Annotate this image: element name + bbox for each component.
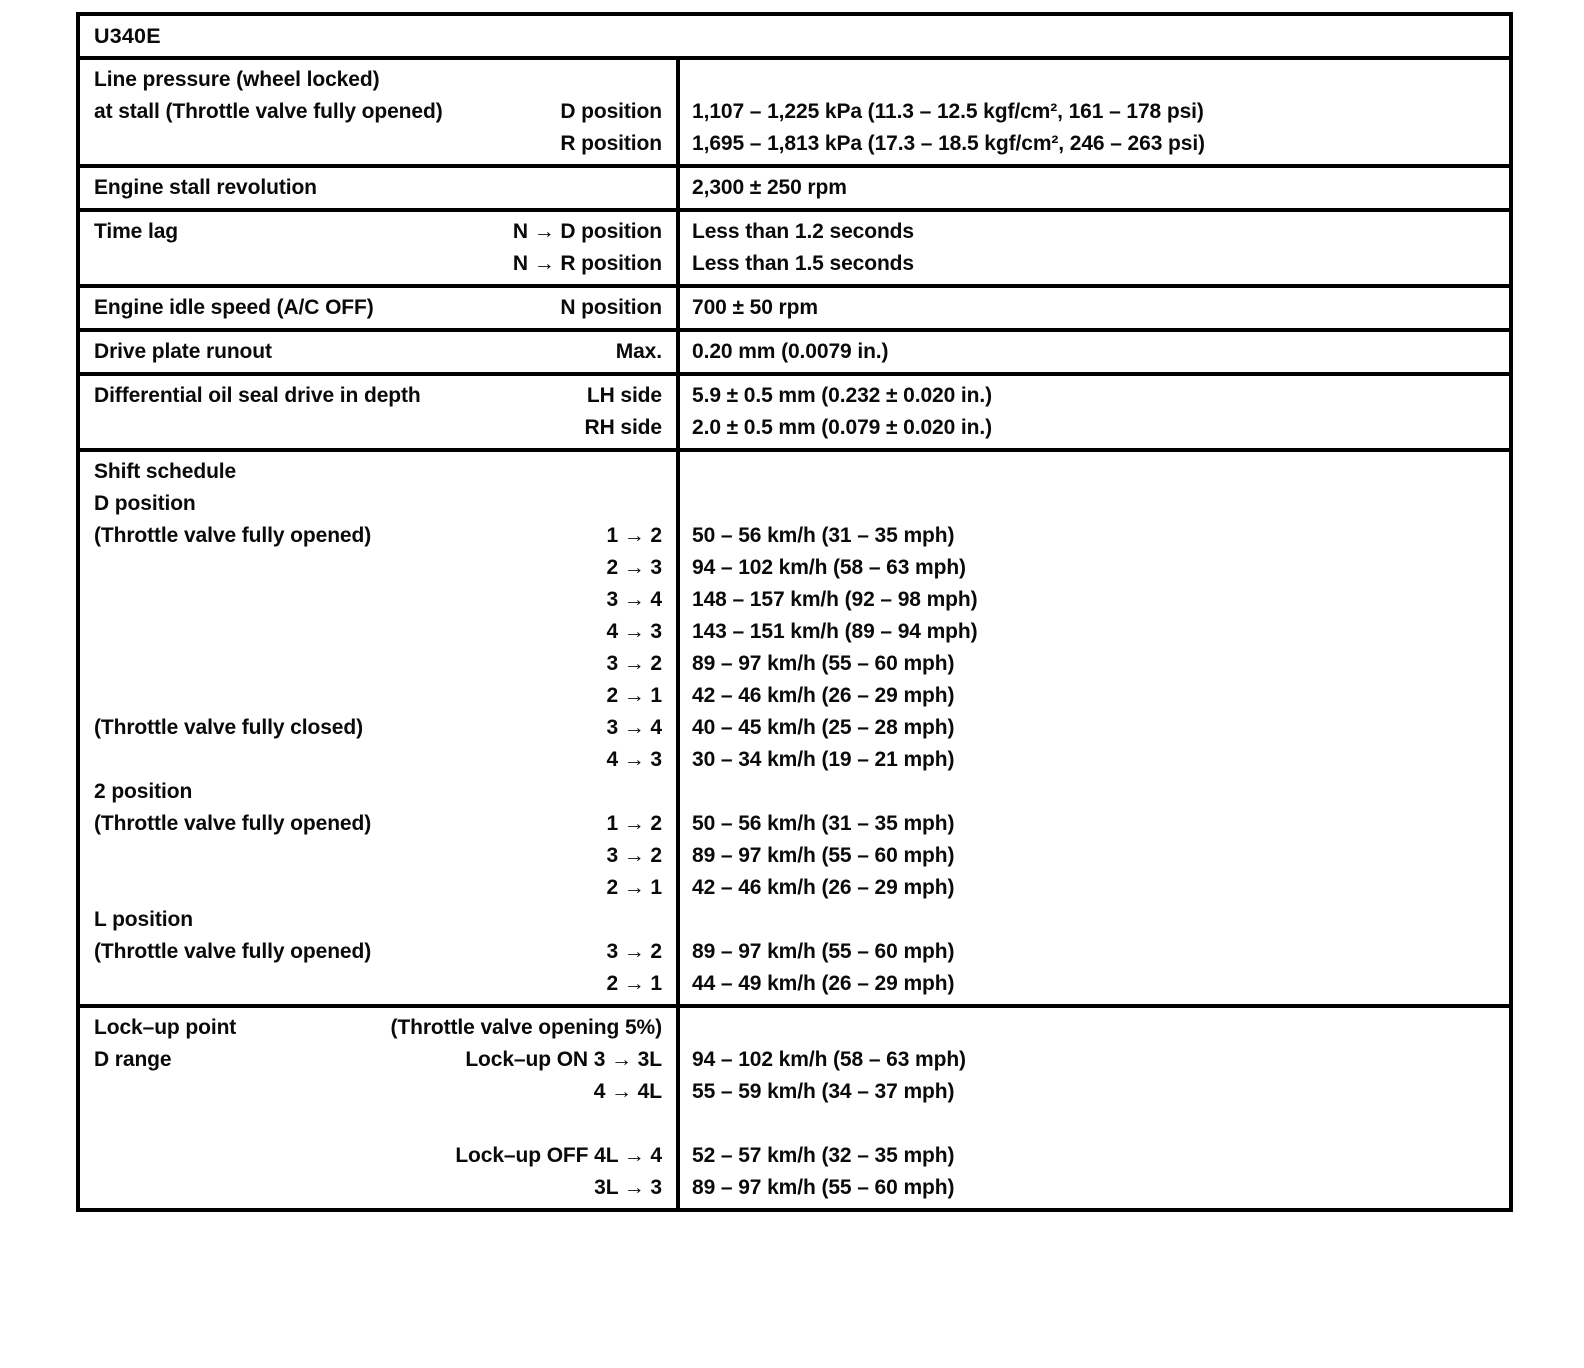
shift-pattern-label [652, 904, 662, 936]
spec-value: 50 – 56 km/h (31 – 35 mph) [692, 812, 955, 835]
spec-value: Less than 1.2 seconds [692, 220, 914, 243]
spec-label: Shift schedule [94, 460, 237, 483]
spec-label: Engine idle speed (A/C OFF) [94, 296, 374, 319]
spec-label-cell [80, 1008, 680, 1208]
spec-label: Drive plate runout [94, 340, 272, 363]
spec-value [692, 456, 1499, 488]
spec-label-cell [80, 60, 680, 164]
spec-row-lock-up-point [80, 1004, 1509, 1208]
spec-label: D position [94, 492, 196, 515]
spec-sublabel: LH side [586, 384, 662, 407]
spec-sublabel [652, 172, 662, 204]
spec-value [692, 904, 1499, 936]
spec-value: 94 – 102 km/h (58 – 63 mph) [692, 556, 966, 579]
shift-pattern-label: 3 → 2 [606, 844, 662, 867]
spec-value: 94 – 102 km/h (58 – 63 mph) [692, 1048, 966, 1071]
spec-value: 50 – 56 km/h (31 – 35 mph) [692, 524, 955, 547]
spec-sublabel: R position [560, 132, 662, 155]
spec-label: L position [94, 908, 193, 931]
spec-value [692, 1012, 1499, 1044]
spec-value: 700 ± 50 rpm [692, 296, 818, 319]
spec-value: 143 – 151 km/h (89 – 94 mph) [692, 620, 978, 643]
spec-row-time-lag [80, 208, 1509, 284]
spec-sublabel: N position [560, 296, 662, 319]
transmission-spec-table [76, 12, 1513, 1212]
shift-pattern-label: 4 → 4L [593, 1080, 662, 1103]
shift-pattern-label: 3 → 4 [606, 716, 662, 739]
spec-value-cell [680, 332, 1509, 372]
spec-label: Lock–up point [94, 1016, 237, 1039]
shift-pattern-label: 4 → 3 [606, 620, 662, 643]
spec-value: 55 – 59 km/h (34 – 37 mph) [692, 1080, 955, 1103]
spec-label-cell [80, 212, 680, 284]
spec-value: 40 – 45 km/h (25 – 28 mph) [692, 716, 955, 739]
spec-value: 89 – 97 km/h (55 – 60 mph) [692, 940, 955, 963]
spec-sublabel [652, 64, 662, 96]
spec-label-cell [80, 288, 680, 328]
spec-value-cell [680, 376, 1509, 448]
spec-value: 0.20 mm (0.0079 in.) [692, 340, 889, 363]
spec-value-cell [680, 1008, 1509, 1208]
spec-label-cell [80, 376, 680, 448]
spec-value: 1,107 – 1,225 kPa (11.3 – 12.5 kgf/cm², 161 – 178 psi) [692, 100, 1204, 123]
spec-row-engine-idle-speed [80, 284, 1509, 328]
spec-row-line-pressure [80, 56, 1509, 164]
spec-label: at stall (Throttle valve fully opened) [94, 100, 443, 123]
shift-pattern-label: 3 → 4 [606, 588, 662, 611]
spec-value [692, 488, 1499, 520]
spec-label: (Throttle valve fully closed) [94, 716, 363, 739]
spec-value: 2.0 ± 0.5 mm (0.079 ± 0.020 in.) [692, 416, 993, 439]
spec-row-engine-stall-revolution [80, 164, 1509, 208]
shift-pattern-label: 3 → 2 [606, 652, 662, 675]
spec-value: 89 – 97 km/h (55 – 60 mph) [692, 652, 955, 675]
spec-sublabel: N → R position [512, 252, 662, 275]
shift-pattern-label: 1 → 2 [606, 524, 662, 547]
spec-value: 42 – 46 km/h (26 – 29 mph) [692, 876, 955, 899]
spec-label: (Throttle valve fully opened) [94, 940, 372, 963]
shift-pattern-label: Lock–up ON 3 → 3L [465, 1048, 662, 1071]
spec-label: Time lag [94, 220, 179, 243]
table-title-row [80, 16, 1509, 56]
spec-sublabel: (Throttle valve opening 5%) [390, 1016, 662, 1039]
spec-label: Line pressure (wheel locked) [94, 68, 380, 91]
spec-label: (Throttle valve fully opened) [94, 812, 372, 835]
spec-label-cell [80, 452, 680, 1004]
shift-pattern-label: 2 → 3 [606, 556, 662, 579]
spec-value: 89 – 97 km/h (55 – 60 mph) [692, 1176, 955, 1199]
spec-sublabel [652, 456, 662, 488]
spec-value-cell [680, 168, 1509, 208]
shift-pattern-label: 2 → 1 [606, 876, 662, 899]
spec-value-cell [680, 288, 1509, 328]
shift-pattern-label: 3 → 2 [606, 940, 662, 963]
shift-pattern-label: 1 → 2 [606, 812, 662, 835]
spec-sublabel [652, 488, 662, 520]
spec-value: Less than 1.5 seconds [692, 252, 914, 275]
shift-pattern-label: 2 → 1 [606, 972, 662, 995]
spec-label: 2 position [94, 780, 193, 803]
spec-value: 2,300 ± 250 rpm [692, 176, 847, 199]
spec-value: 148 – 157 km/h (92 – 98 mph) [692, 588, 978, 611]
spec-label: Engine stall revolution [94, 176, 317, 199]
shift-pattern-label: 4 → 3 [606, 748, 662, 771]
transmission-model-label: U340E [94, 24, 161, 48]
shift-pattern-label: 3L → 3 [594, 1176, 662, 1199]
spec-value-cell [680, 60, 1509, 164]
spec-value: 42 – 46 km/h (26 – 29 mph) [692, 684, 955, 707]
shift-pattern-label [652, 1108, 662, 1140]
spec-value: 44 – 49 km/h (26 – 29 mph) [692, 972, 955, 995]
spec-value: 52 – 57 km/h (32 – 35 mph) [692, 1144, 955, 1167]
spec-label-cell [80, 168, 680, 208]
spec-value: 1,695 – 1,813 kPa (17.3 – 18.5 kgf/cm², 246 – 263 psi) [692, 132, 1205, 155]
spec-value [692, 64, 1499, 96]
spec-sublabel: Max. [615, 340, 662, 363]
spec-value-cell [680, 212, 1509, 284]
spec-value: 5.9 ± 0.5 mm (0.232 ± 0.020 in.) [692, 384, 993, 407]
spec-value: 30 – 34 km/h (19 – 21 mph) [692, 748, 955, 771]
spec-value-cell [680, 452, 1509, 1004]
spec-sublabel: N → D position [512, 220, 662, 243]
shift-pattern-label: 2 → 1 [606, 684, 662, 707]
spec-label: Differential oil seal drive in depth [94, 384, 421, 407]
spec-sublabel: D position [560, 100, 662, 123]
spec-sublabel: RH side [584, 416, 662, 439]
spec-value: 89 – 97 km/h (55 – 60 mph) [692, 844, 955, 867]
spec-row-drive-plate-runout [80, 328, 1509, 372]
spec-value [692, 776, 1499, 808]
spec-row-differential-oil-seal [80, 372, 1509, 448]
spec-label: (Throttle valve fully opened) [94, 524, 372, 547]
spec-row-shift-schedule [80, 448, 1509, 1004]
spec-label: D range [94, 1048, 172, 1071]
spec-value [692, 1108, 1499, 1140]
shift-pattern-label [652, 776, 662, 808]
shift-pattern-label: Lock–up OFF 4L → 4 [455, 1144, 662, 1167]
spec-label-cell [80, 332, 680, 372]
